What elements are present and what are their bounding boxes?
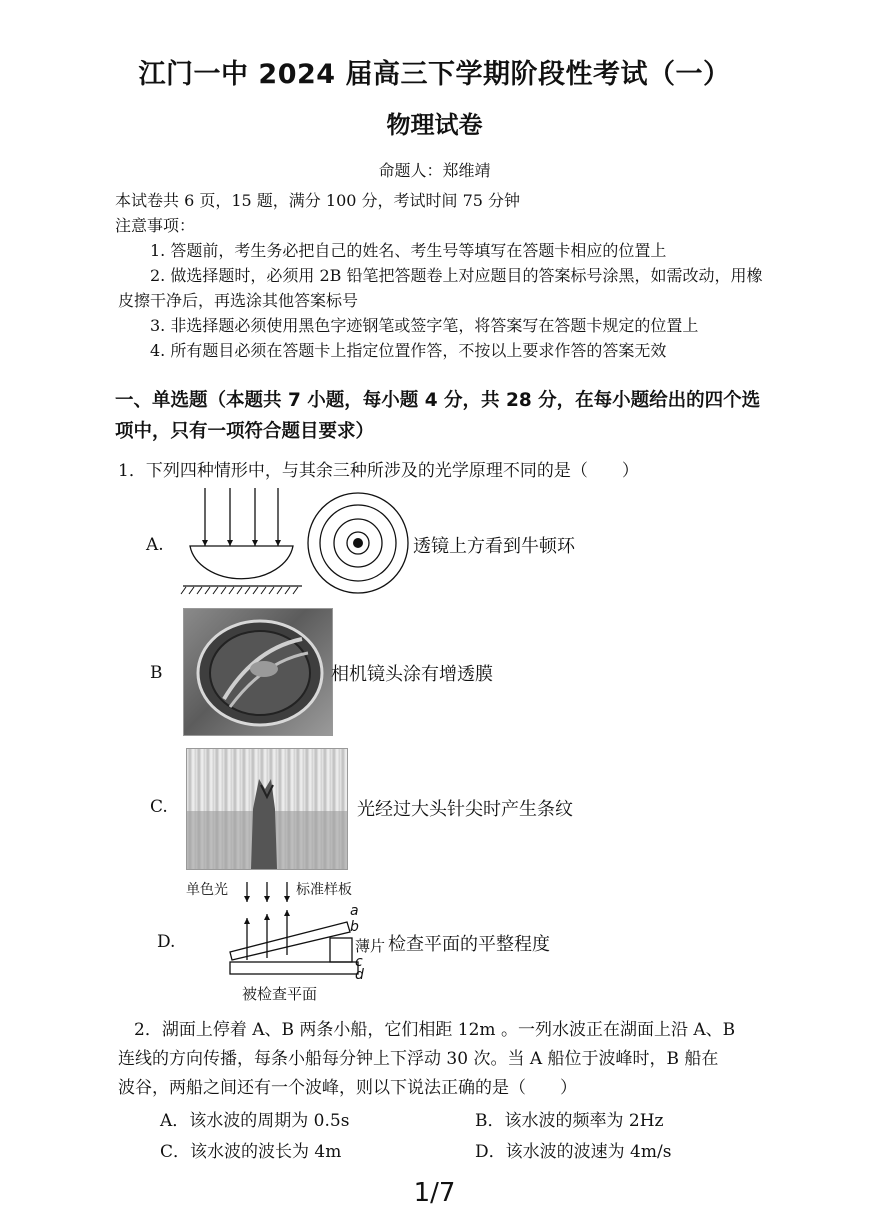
- note-1: 1. 答题前，考生务必把自己的姓名、考生号等填写在答题卡相应的位置上: [150, 241, 667, 260]
- q1-d-surface-label: 被检查平面: [242, 985, 318, 1003]
- thin-sheet: [330, 938, 352, 962]
- newton-ring-lens-diagram: [180, 486, 410, 598]
- q1-c-label: C.: [150, 797, 168, 817]
- q1-d-letter-d: d: [355, 967, 364, 983]
- author-line: 命题人：郑维靖: [378, 161, 491, 180]
- camera-lens-photo: [183, 608, 333, 736]
- q2-option-c: C．该水波的波长为 4m: [160, 1142, 342, 1162]
- q2-line-1: 2．湖面上停着 A、B 两条小船，它们相距 12m 。一列水波正在湖面上沿 A、B: [134, 1020, 736, 1040]
- note-2b: 皮擦干净后，再选涂其他答案标号: [118, 291, 359, 310]
- standard-plate: [230, 922, 350, 960]
- note-4: 4. 所有题目必须在答题卡上指定位置作答，不按以上要求作答的答案无效: [150, 341, 667, 360]
- note-2a: 2. 做选择题时，必须用 2B 铅笔把答题卷上对应题目的答案标号涂黑，如需改动，用橡: [150, 266, 763, 285]
- notes-title: 注意事项：: [115, 216, 196, 235]
- q1-d-letter-b: b: [350, 919, 359, 935]
- plano-convex-lens: [190, 546, 293, 579]
- q2-line-3: 波谷，两船之间还有一个波峰，则以下说法正确的是（ ）: [118, 1078, 577, 1098]
- q1-d-letter-c: c: [355, 954, 363, 970]
- q1-d-caption: 检查平面的平整程度: [388, 934, 550, 955]
- q1-b-label: B: [150, 663, 163, 683]
- q1-d-monochrome-label: 单色光: [186, 882, 228, 898]
- pin-tip-diffraction-photo: [186, 748, 348, 870]
- q2-option-b: B．该水波的频率为 2Hz: [475, 1111, 664, 1131]
- surface-under-test: [230, 962, 358, 974]
- exam-summary: 本试卷共 6 页，15 题，满分 100 分，考试时间 75 分钟: [115, 191, 521, 210]
- page-number: 1/7: [413, 1178, 456, 1208]
- exam-title: 江门一中 2024 届高三下学期阶段性考试（一）: [138, 59, 731, 90]
- q1-b-caption: 相机镜头涂有增透膜: [331, 664, 493, 685]
- q2-option-a: A．该水波的周期为 0.5s: [160, 1111, 350, 1131]
- q1-a-caption: 透镜上方看到牛顿环: [413, 536, 575, 557]
- q1-d-letter-a: a: [350, 903, 359, 919]
- q1-d-label: D.: [157, 932, 176, 952]
- section-heading-line1: 一、单选题（本题共 7 小题，每小题 4 分，共 28 分，在每小题给出的四个选: [115, 390, 761, 411]
- q1-d-plate-label: 标准样板: [296, 882, 352, 898]
- exam-subtitle: 物理试卷: [386, 111, 483, 139]
- q2-option-d: D．该水波的波速为 4m/s: [475, 1142, 672, 1162]
- q1-d-sheet-label: 薄片: [355, 937, 386, 955]
- q2-line-2: 连线的方向传播，每条小船每分钟上下浮动 30 次。当 A 船位于波峰时，B 船在: [118, 1049, 719, 1069]
- q1-stem: 1．下列四种情形中，与其余三种所涉及的光学原理不同的是（ ）: [118, 461, 639, 481]
- note-3: 3. 非选择题必须使用黑色字迹钢笔或签字笔，将答案写在答题卡规定的位置上: [150, 316, 699, 335]
- section-heading-line2: 项中，只有一项符合题目要求）: [115, 421, 375, 442]
- q1-a-label: A.: [146, 535, 164, 555]
- q1-c-caption: 光经过大头针尖时产生条纹: [357, 799, 573, 820]
